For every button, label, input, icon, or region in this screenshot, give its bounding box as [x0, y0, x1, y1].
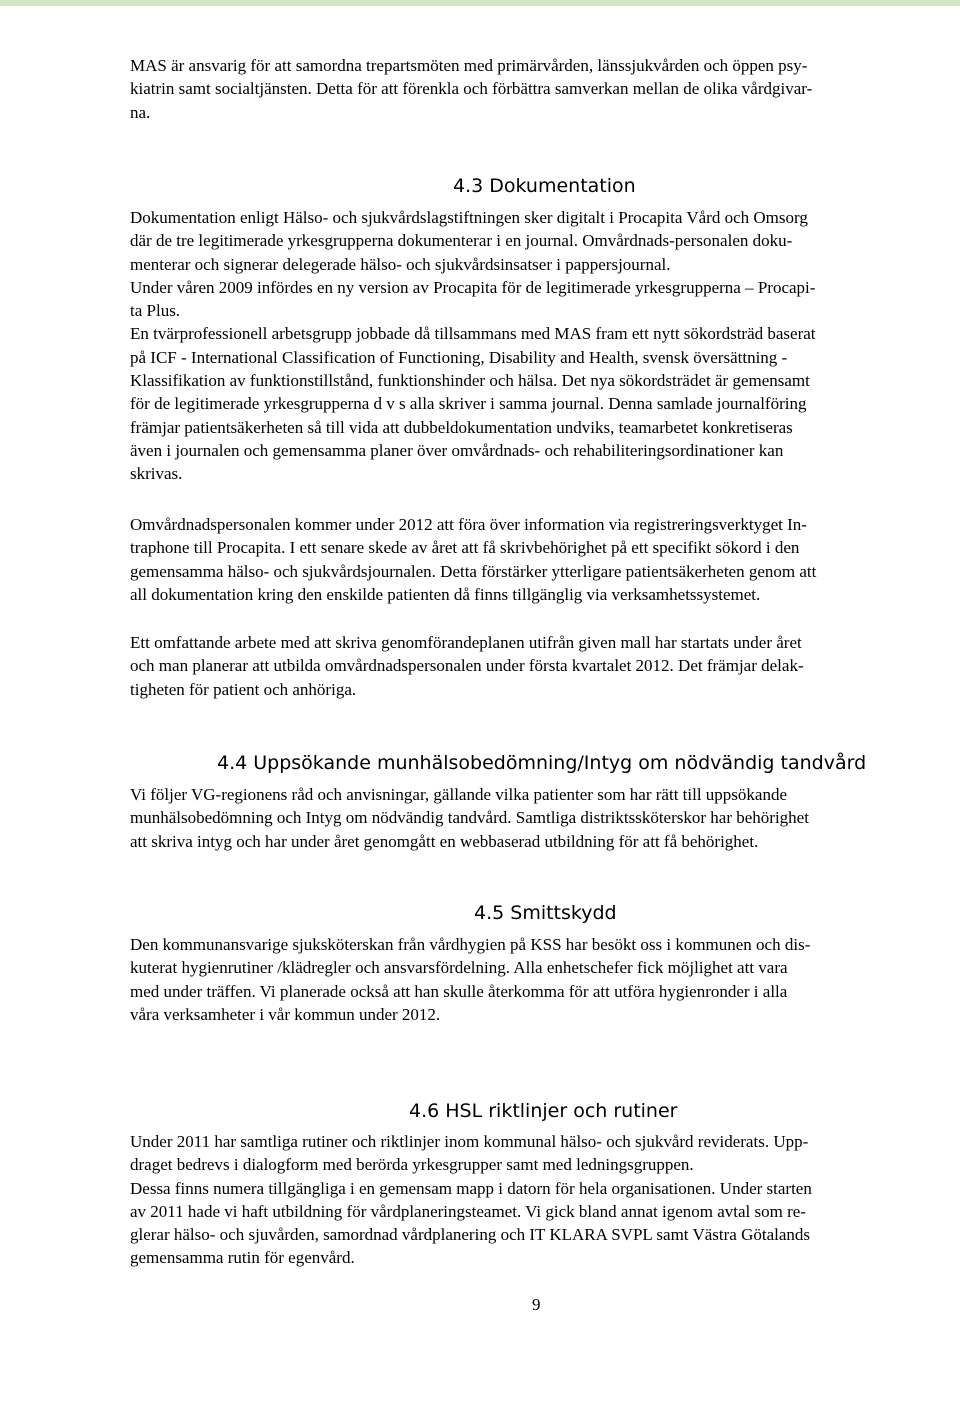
paragraph-smittskydd: Den kommunansvarige sjuksköterskan från vårdhygien på KSS har besökt oss i kommunen och dis- kuterat hygienrutiner /klädregler och ansvarsfördelning. Alla enhetschefer fick möjlighet att vara med under träffen. Vi planerade också att han skulle återkomma för att utföra hygienronder i alla våra verksamheter i vår kommun under 2012. — [130, 935, 811, 1024]
paragraph-mas-intro: MAS är ansvarig för att samordna trepartsmöten med primärvården, länssjukvården och öppen psy- kiatrin samt socialtjänsten. Detta för att förenkla och förbättra samverkan mellan de olika vårdgivar- na. — [130, 56, 813, 122]
heading-4-4-munhalsa: 4.4 Uppsökande munhälsobedömning/Intyg om nödvändig tandvård — [217, 752, 867, 774]
paragraph-dokumentation-2: Omvårdnadspersonalen kommer under 2012 att föra över information via registreringsverktyget In- traphone till Procapita. I ett senare skede av året att få skrivbehörighet på ett specifikt sökord i den gemensamma hälso- och sjukvårdsjournalen. Detta förstärker ytterligare patientsäkerheten genom att all dokumentation kring den enskilde patienten då finns tillgänglig via verksamhetssystemet. — [130, 515, 817, 604]
paragraph-munhalsa: Vi följer VG-regionens råd och anvisningar, gällande vilka patienter som har rätt till uppsökande munhälsobedömning och Intyg om nödvändig tandvård. Samtliga distriktssköterskor har behörighet att skriva intyg och har under året genomgått en webbaserad utbildning för att få behörighet. — [130, 785, 809, 851]
paragraph-dokumentation-1: Dokumentation enligt Hälso- och sjukvårdslagstiftningen sker digitalt i Procapita Vård och Omsorg där de tre legitimerade yrkesgrupperna dokumenterar i en journal. Omvårdnads-personalen doku- menterar och signerar delegerade hälso- och sjukvårdsinsatser i pappersjournal. Under våren 2009 infördes en ny version av Procapita för de legitimerade yrkesgrupperna – Procapi- ta Plus. En tvärprofessionell arbetsgrupp jobbade då tillsammans med MAS fram ett nytt sökordsträd baserat på ICF - International Classification of Functioning, Disability and Health, svensk översättning - Klassifikation av funktionstillstånd, funktionshinder och hälsa. Det nya sökordsträdet är gemensamt för de legitimerade yrkesgrupperna d v s alla skriver i samma journal. Denna samlade journalföring främjar patientsäkerheten så till vida att dubbeldokumentation undviks, teamarbetet konkretiseras även i journalen och gemensamma planer över omvårdnads- och rehabiliteringsordinationer kan skrivas. — [130, 208, 816, 484]
paragraph-hsl: Under 2011 har samtliga rutiner och riktlinjer inom kommunal hälso- och sjukvård reviderats. Upp- draget bedrevs i dialogform med berörda yrkesgrupper samt med ledningsgruppen. Dessa finns numera tillgängliga i en gemensam mapp i datorn för hela organisationen. Under starten av 2011 hade vi haft utbildning för vårdplaneringsteamet. Vi gick bland annat igenom avtal som re- glerar hälso- och sjuvården, samordnad vårdplanering och IT KLARA SVPL samt Västra Götalands gemensamma rutin för egenvård. — [130, 1132, 812, 1268]
heading-4-3-dokumentation: 4.3 Dokumentation — [453, 175, 636, 197]
heading-4-6-hsl: 4.6 HSL riktlinjer och rutiner — [409, 1100, 678, 1122]
heading-4-5-smittskydd: 4.5 Smittskydd — [474, 902, 617, 924]
paragraph-dokumentation-3: Ett omfattande arbete med att skriva genomförandeplanen utifrån given mall har startats under året och man planerar att utbilda omvårdnadspersonalen under första kvartalet 2012. Det främjar delak- tigheten för patient och anhöriga. — [130, 633, 804, 699]
page-top-border — [0, 0, 960, 6]
page-number: 9 — [532, 1295, 541, 1314]
